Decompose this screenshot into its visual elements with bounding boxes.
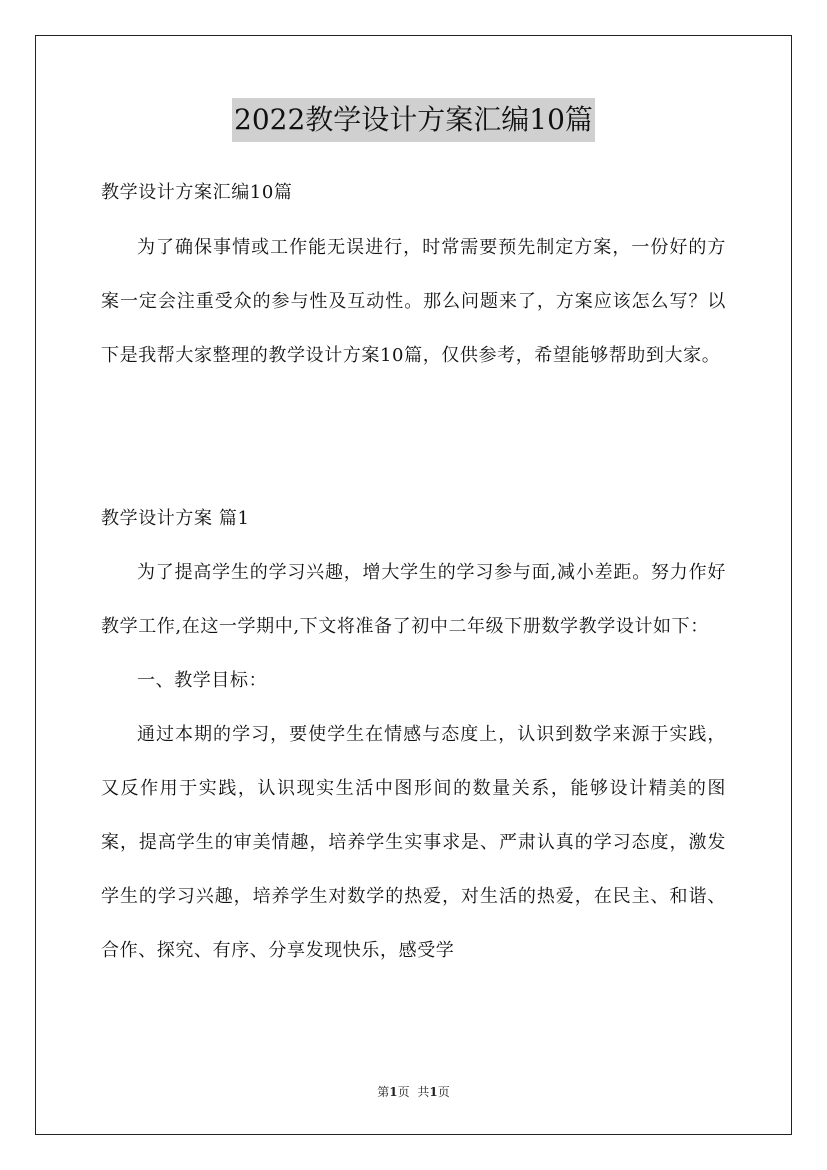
page-label-prefix: 第 bbox=[377, 1085, 390, 1099]
page-number: 1 bbox=[389, 1085, 398, 1099]
total-pages: 1 bbox=[429, 1085, 438, 1099]
page-label-suffix: 页 bbox=[397, 1085, 410, 1099]
section-paragraph: 为了提高学生的学习兴趣，增大学生的学习参与面,减小差距。努力作好教学工作,在这一学期中,下文将准备了初中二年级下册数学教学设计如下： bbox=[101, 562, 726, 637]
intro-paragraph: 为了确保事情或工作能无误进行，时常需要预先制定方案，一份好的方案一定会注重受众的参与性及互动性。那么问题来了，方案应该怎么写？以下是我帮大家整理的教学设计方案10篇，仅供参考，希望能够帮助到大家。 bbox=[101, 237, 726, 366]
total-label-prefix: 共 bbox=[417, 1085, 430, 1099]
document-title: 2022教学设计方案汇编10篇 bbox=[232, 98, 595, 142]
section-paragraph: 一、教学目标： bbox=[137, 670, 268, 691]
section-paragraph: 通过本期的学习，要使学生在情感与态度上，认识到数学来源于实践，又反作用于实践，认识现实生活中图形间的数量关系，能够设计精美的图案，提高学生的审美情趣，培养学生实事求是、严肃认真的学习态度，激发学生的学习兴趣，培养学生对数学的热爱，对生活的热爱，在民主、和谐、合作、探究、有序、分享发现快乐，感受学 bbox=[101, 724, 726, 961]
section-heading: 教学设计方案 篇1 bbox=[101, 508, 250, 529]
section-body bbox=[101, 546, 726, 978]
total-label-suffix: 页 bbox=[437, 1085, 450, 1099]
document-subtitle: 教学设计方案汇编10篇 bbox=[101, 182, 293, 203]
page-footer bbox=[0, 1082, 827, 1102]
title-container bbox=[0, 98, 827, 142]
intro-block bbox=[101, 221, 726, 383]
